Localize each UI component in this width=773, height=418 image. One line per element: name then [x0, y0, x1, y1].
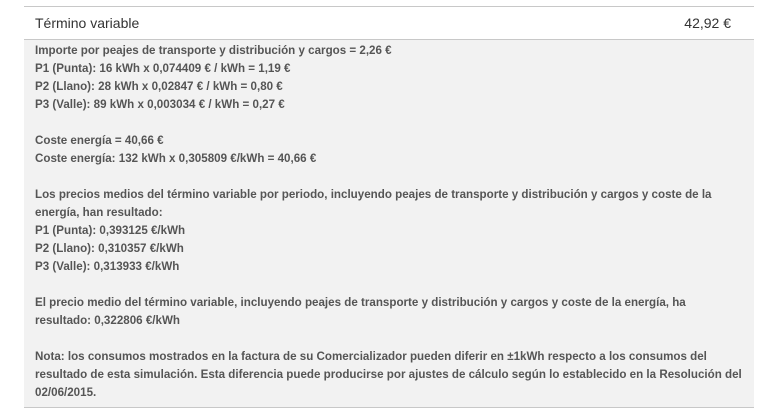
energia-detail: Coste energía: 132 kWh x 0,305809 €/kWh = 40,66 € — [35, 152, 317, 165]
precio-medio-p2: P2 (Llano): 0,310357 €/kWh — [35, 242, 184, 255]
peajes-total: Importe por peajes de transporte y distribución y cargos = 2,26 € — [35, 44, 392, 57]
precio-medio-p1: P1 (Punta): 0,393125 €/kWh — [35, 224, 186, 237]
precio-medio-p3: P3 (Valle): 0,313933 €/kWh — [35, 260, 180, 273]
energia-total: Coste energía = 40,66 € — [35, 134, 164, 147]
energia-block — [35, 132, 743, 168]
precios-medios-intro: Los precios medios del término variable por periodo, incluyendo peajes de transporte y distribución y cargos y coste de la energía, han resultado: — [35, 188, 712, 219]
nota-text: Nota: los consumos mostrados en la factura de su Comercializador pueden diferir en ±1kWh respecto a los consumos del resultado de esta simulación. Esta diferencia puede producirse por ajustes de cálculo según lo establecido en la Resolución del 02/06/2015. — [35, 350, 742, 399]
peajes-p3: P3 (Valle): 89 kWh x 0,003034 € / kWh = 0,27 € — [35, 98, 285, 111]
peajes-p1: P1 (Punta): 16 kWh x 0,074409 € / kWh = 1,19 € — [35, 62, 291, 75]
precios-medios-block — [35, 186, 743, 276]
peajes-block — [35, 42, 743, 114]
precio-medio-total-block — [35, 294, 743, 330]
variable-term-amount: 42,92 € — [684, 15, 731, 31]
precio-medio-total: El precio medio del término variable, incluyendo peajes de transporte y distribución y cargos y coste de la energía, ha resultado: 0,322806 €/kWh — [35, 296, 686, 327]
variable-term-detail — [24, 40, 754, 408]
peajes-p2: P2 (Llano): 28 kWh x 0,02847 € / kWh = 0,80 € — [35, 80, 283, 93]
nota-block — [35, 348, 743, 402]
variable-term-panel — [24, 6, 754, 408]
variable-term-title: Término variable — [35, 15, 140, 31]
variable-term-header[interactable] — [24, 6, 754, 40]
